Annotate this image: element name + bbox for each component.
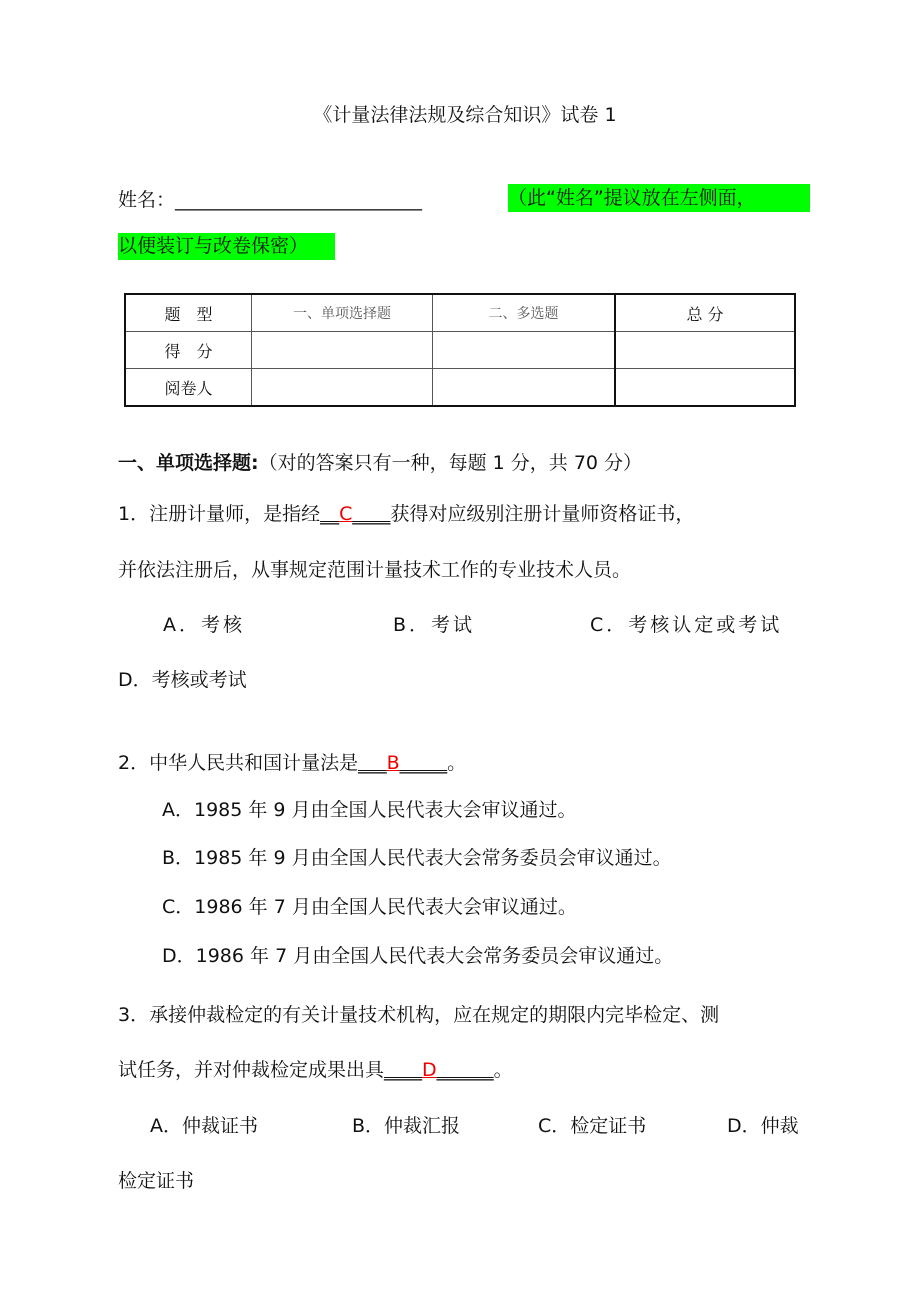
table-cell[interactable]: [433, 369, 616, 407]
option: B．1985 年 9 月由全国人民代表大会常务委员会审议通过。: [162, 847, 672, 869]
question-1-line-2: 并依法注册后，从事规定范围计量技术工作的专业技术人员。: [118, 559, 632, 581]
table-row: [125, 369, 795, 407]
score-table: [124, 293, 796, 407]
q-text: 试任务，并对仲裁检定成果出具: [118, 1059, 385, 1081]
blank: ____: [384, 1059, 423, 1081]
blank: ___: [358, 752, 387, 774]
table-cell[interactable]: [252, 332, 433, 369]
option: A．考核: [163, 614, 245, 636]
table-cell: 题 型: [125, 294, 252, 332]
table-cell[interactable]: [252, 369, 433, 407]
table-cell: 总 分: [615, 294, 795, 332]
q-text: 2．中华人民共和国计量法是: [118, 752, 359, 774]
answer: B: [386, 752, 400, 774]
question-3-line-1: 3．承接仲裁检定的有关计量技术机构，应在规定的期限内完毕检定、测: [118, 1004, 720, 1026]
question-3-line-2: [118, 1058, 513, 1082]
option: A．1985 年 9 月由全国人民代表大会审议通过。: [162, 799, 577, 821]
section-heading: [118, 451, 642, 475]
table-cell: 二、多选题: [433, 294, 616, 332]
table-cell[interactable]: [615, 332, 795, 369]
table-cell[interactable]: [433, 332, 616, 369]
note-line-1: （此“姓名”提议放在左侧面，: [508, 184, 810, 212]
section-desc: （对的答案只有一种，每题 1 分，共 70 分）: [258, 452, 643, 474]
option: A．仲裁证书: [150, 1115, 258, 1137]
q-text: 。: [493, 1059, 513, 1081]
blank: _____: [399, 752, 448, 774]
blank: ______: [436, 1059, 494, 1081]
option-continuation: 检定证书: [118, 1170, 195, 1192]
name-label: [118, 188, 422, 212]
table-row: [125, 332, 795, 369]
table-cell: 一、单项选择题: [252, 294, 433, 332]
question-2-line-1: [118, 751, 466, 775]
name-field[interactable]: __________________________: [175, 189, 423, 211]
table-cell: 阅卷人: [125, 369, 252, 407]
option: C．1986 年 7 月由全国人民代表大会审议通过。: [162, 896, 577, 918]
answer: C: [339, 503, 353, 525]
question-1-line-1: [118, 502, 694, 526]
blank: __: [320, 503, 340, 525]
blank: ____: [352, 503, 391, 525]
option: D．考核或考试: [118, 669, 247, 691]
option: C．考核认定或考试: [590, 614, 783, 636]
page-title: 《计量法律法规及综合知识》试卷 1: [313, 104, 617, 126]
name-label-text: 姓名：: [118, 189, 176, 211]
q-text: 获得对应级别注册计量师资格证书，: [390, 503, 695, 525]
option: D．仲裁: [727, 1115, 799, 1137]
option: B．考试: [393, 614, 476, 636]
option: B．仲裁汇报: [352, 1115, 461, 1137]
option: C．检定证书: [538, 1115, 647, 1137]
option: D．1986 年 7 月由全国人民代表大会常务委员会审议通过。: [162, 945, 674, 967]
table-cell[interactable]: [615, 369, 795, 407]
note-line-2: 以便装订与改卷保密）: [118, 233, 335, 260]
section-title: 一、单项选择题:: [118, 452, 259, 474]
table-row: [125, 294, 795, 332]
q-text: 1．注册计量师，是指经: [118, 503, 321, 525]
answer: D: [422, 1059, 437, 1081]
table-cell: 得 分: [125, 332, 252, 369]
q-text: 。: [447, 752, 467, 774]
